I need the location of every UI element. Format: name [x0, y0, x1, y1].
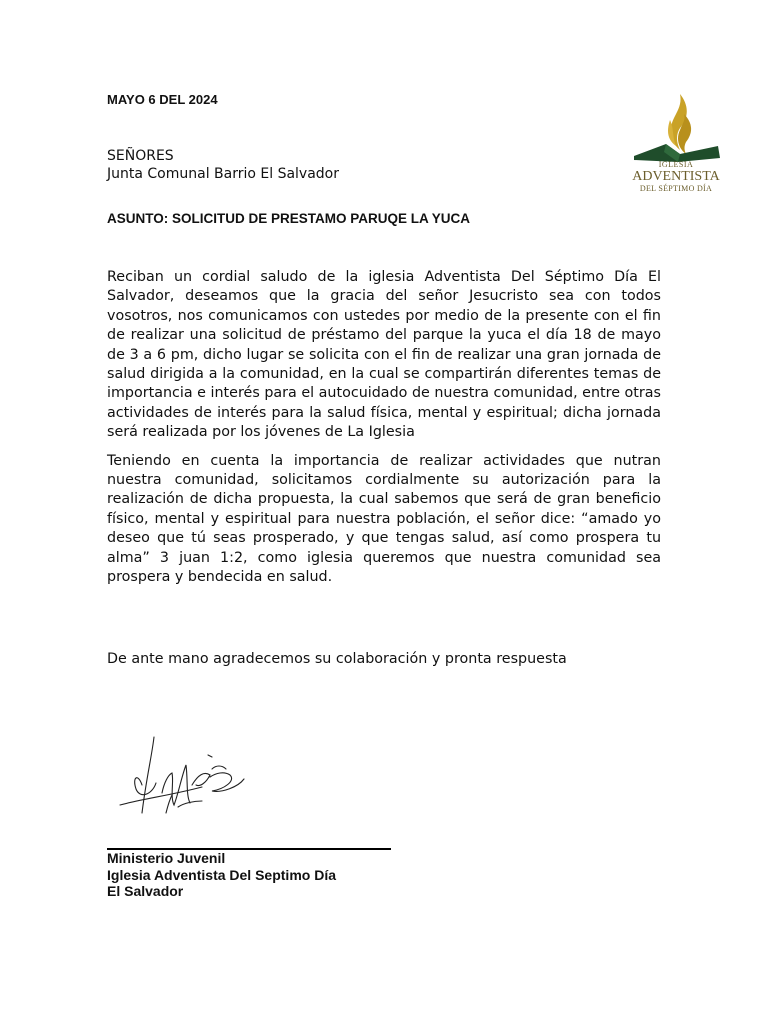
recipient-block	[107, 147, 339, 183]
letter-date: MAYO 6 DEL 2024	[107, 92, 218, 107]
signoff-block	[107, 850, 336, 900]
signoff-ministry: Ministerio Juvenil	[107, 850, 226, 866]
letter-subject: ASUNTO: SOLICITUD DE PRESTAMO PARUQE LA YUCA	[107, 211, 471, 226]
logo-line-1: IGLESIA	[658, 160, 694, 169]
body-paragraph-2: Teniendo en cuenta la importancia de realizar actividades que nutran nuestra comunidad, solicitamos cordialmente su autorización para la realización de dicha propuesta, la cual sabemos que será de gran beneficio físico, mental y espiritual para nuestra población, el señor dice: “amado yo deseo que tú seas prosperado, y que tengas salud, así como prospera tu alma” 3 juan 1:2, como iglesia queremos que nuestra comunidad sea prospera y bendecida en salud.	[107, 452, 661, 586]
logo-line-2: ADVENTISTA	[632, 169, 720, 184]
letter-body	[107, 268, 661, 597]
logo-wordmark	[630, 160, 722, 193]
signoff-church: Iglesia Adventista Del Septimo Día	[107, 866, 336, 883]
closing-line: De ante mano agradecemos su colaboración y pronta respuesta	[107, 651, 567, 667]
flame-book-icon	[630, 90, 722, 162]
signoff-location: El Salvador	[107, 883, 184, 899]
handwritten-signature	[112, 725, 252, 825]
recipient-name: Junta Comunal Barrio El Salvador	[107, 166, 340, 182]
logo-line-3: DEL SÉPTIMO DÍA	[639, 184, 713, 193]
body-paragraph-1: Reciban un cordial saludo de la iglesia Adventista Del Séptimo Día El Salvador, deseamos que la gracia del señor Jesucristo sea con todos vosotros, nos comunicamos con ustedes por medio de la presente con el fin de realizar una solicitud de préstamo del parque la yuca el día 18 de mayo de 3 a 6 pm, dicho lugar se solicita con el fin de realizar una gran jornada de salud dirigida a la comunidad, en la cual se compartirán diferentes temas de importancia e interés para el autocuidado de nuestra comunidad, entre otras actividades de interés para la salud física, mental y espiritual; dicha jornada será realizada por los jóvenes de La Iglesia	[107, 269, 661, 441]
recipient-title: SEÑORES	[107, 148, 174, 164]
adventist-logo	[630, 90, 722, 210]
